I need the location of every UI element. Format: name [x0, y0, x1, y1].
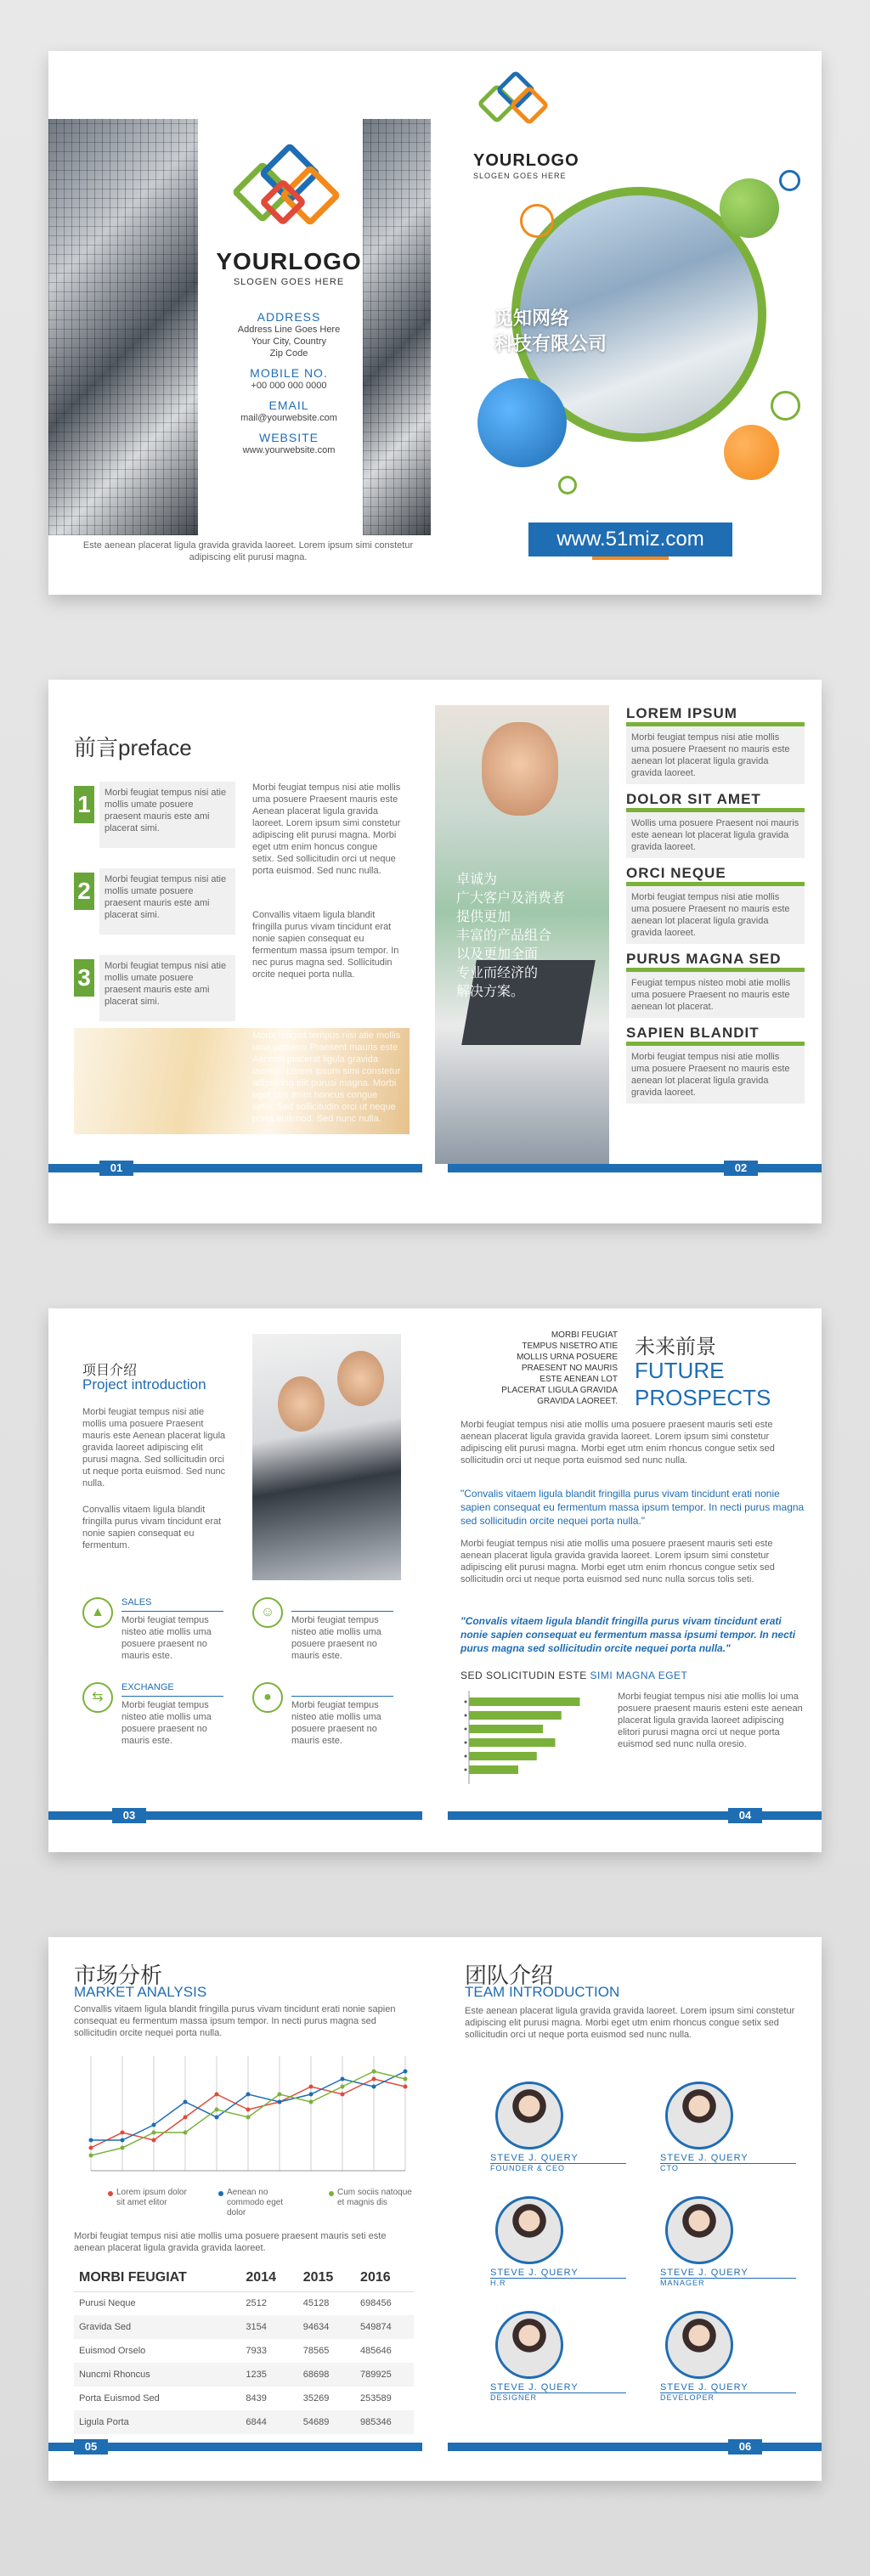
table-row: [74, 2363, 414, 2387]
page-number-01: 01: [99, 1161, 133, 1176]
team-member-2: [660, 2082, 796, 2172]
data-point: [278, 2100, 282, 2104]
decor-circle-orange: [724, 425, 779, 480]
preface-item-2: [74, 868, 235, 936]
page-number-05: 05: [74, 2439, 108, 2455]
cover-footer-text: Este aenean placerat ligula gravida gravida laoreet. Lorem ipsum simi constetur adipiscing elit purusi magna.: [82, 540, 414, 562]
bar: [469, 1711, 562, 1720]
website-button[interactable]: www.51miz.com: [528, 523, 732, 556]
data-point: [215, 2116, 219, 2120]
page-number-03: 03: [112, 1808, 146, 1823]
project-intro-1: Morbi feugiat tempus nisi atie mollis uma posuere Praesent mauris este Aenean placerat ligula gravida laoreet adipiscing elit purusi magna. Sed sollicitudin orci ut neque porta euismod. Sed nunc nulla.: [82, 1407, 226, 1489]
data-point: [121, 2131, 125, 2135]
table-header-row: [74, 2264, 414, 2291]
team-member-6: [660, 2311, 796, 2402]
decor-ring-green: [771, 391, 800, 421]
exchange-icon: ⇆: [82, 1682, 113, 1713]
data-point: [184, 2131, 188, 2135]
decor-ring-orange: [520, 204, 554, 238]
table-header: 2015: [298, 2264, 355, 2291]
table-cell: 94634: [298, 2315, 355, 2339]
data-point: [152, 2123, 156, 2127]
data-point: [215, 2108, 219, 2112]
logo-slogan: SLOGEN GOES HERE: [233, 277, 345, 287]
market-title-cn: 市场分析: [74, 1963, 163, 1988]
feature-line: [121, 1611, 223, 1612]
page-number-04: 04: [728, 1808, 762, 1823]
legend-dot: [108, 2191, 113, 2196]
table-cell: 1235: [240, 2363, 297, 2387]
number-badge-2: 2: [74, 873, 94, 910]
data-point: [89, 2154, 93, 2158]
section-dolor-sit-amet: [626, 791, 805, 858]
table-intro: Morbi feugiat tempus nisi atie mollis uma posuere praesent mauris seti este aenean placerat ligula gravida gravida laoreet.: [74, 2231, 387, 2253]
chart-icon: ▲: [82, 1597, 113, 1628]
section-title: PURUS MAGNA SED: [626, 951, 782, 967]
project-intro-2: Convallis vitaem ligula blandit fringilla purus vivam tincidunt erat nonie sapien consequat eu fermentum.: [82, 1505, 222, 1551]
team-text: Este aenean placerat ligula gravida gravida laoreet. Lorem ipsum simi constetur adipiscing elit purusi magna. Morbi eget utm enim rhoncus congue setix sed sollicitudin orci ut neque porta euismod sed nunc nulla.: [465, 2006, 795, 2040]
table-row: [74, 2315, 414, 2339]
data-point: [341, 2093, 345, 2097]
chart-description: Morbi feugiat tempus nisi atie mollis loi uma posuere praesent mauris esteni este aenean placerat ligula gravida laoreet adipiscing elitori purusi magna orci ut neque porta euismod sed nunc nulla oresio.: [618, 1692, 803, 1749]
table-cell: 2512: [246, 2298, 267, 2309]
team-member-3: [490, 2196, 626, 2287]
table-cell: Nuncmi Rhoncus: [74, 2363, 240, 2387]
chart-title: [460, 1669, 687, 1681]
table-row: [74, 2410, 414, 2434]
section-title: LOREM IPSUM: [626, 705, 737, 721]
feature-line: [291, 1696, 393, 1697]
table-header: 2014: [240, 2264, 297, 2291]
table-cell: 549874: [355, 2315, 414, 2339]
market-line-chart: [74, 2048, 414, 2183]
feature-text: Morbi feugiat tempus nisteo atie mollis uma posuere praesent no mauris este.: [121, 1615, 212, 1661]
bar-marker: [465, 1755, 467, 1758]
bar: [469, 1765, 518, 1774]
table-header: MORBI FEUGIAT: [74, 2264, 240, 2291]
avatar: [665, 2196, 733, 2264]
feature-text: Morbi feugiat tempus nisteo atie mollis uma posuere praesent no mauris este.: [291, 1615, 381, 1661]
member-name: STEVE J. QUERY: [490, 2153, 579, 2163]
data-point: [372, 2085, 376, 2089]
table-cell: Purusi Neque: [79, 2298, 136, 2309]
feature-line: [291, 1611, 393, 1612]
member-role: DEVELOPER: [660, 2393, 715, 2402]
preface-item-text-2: Morbi feugiat tempus nisi atie mollis umate posuere praesent mauris este ami placerat simi.: [99, 868, 235, 935]
building-photo-left: [48, 119, 198, 535]
data-point: [372, 2077, 376, 2082]
cover-logo-slogan: SLOGEN GOES HERE: [473, 172, 567, 180]
future-title-en-1: FUTURE: [635, 1358, 725, 1383]
website-underline: [592, 556, 669, 560]
decor-circle-green: [720, 178, 779, 238]
logo-mark: [235, 144, 346, 238]
section-title: ORCI NEQUE: [626, 865, 726, 881]
contact-block: [215, 310, 363, 456]
preface-item-text-3: Morbi feugiat tempus nisi atie mollis umate posuere praesent mauris este ami placerat simi.: [99, 955, 235, 1021]
data-point: [121, 2138, 125, 2143]
avatar: [495, 2311, 563, 2379]
preface-title: 前言preface: [74, 735, 192, 760]
member-name: STEVE J. QUERY: [660, 2153, 749, 2163]
table-cell: Porta Euismod Sed: [79, 2393, 160, 2404]
section-text: Feugiat tempus nisteo mobi atie mollis uma posuere Praesent no mauris este aenean lot placerat.: [626, 972, 805, 1018]
preface-sheet: [48, 680, 822, 1223]
section-sapien-blandit: [626, 1025, 805, 1104]
bar: [469, 1725, 543, 1733]
legend-dot: [218, 2191, 223, 2196]
bar: [469, 1698, 580, 1706]
legend-text: Cum sociis natoque et magnis dis: [337, 2188, 412, 2207]
future-title-cn: 未来前景: [635, 1336, 716, 1359]
section-title: SAPIEN BLANDIT: [626, 1025, 760, 1041]
bar-marker: [465, 1701, 467, 1703]
feature-text: Morbi feugiat tempus nisteo atie mollis uma posuere praesent no mauris este.: [121, 1700, 212, 1746]
data-point: [404, 2070, 408, 2074]
future-title-en-2: PROSPECTS: [635, 1385, 771, 1410]
table-cell: Gravida Sed: [74, 2315, 240, 2339]
team-member-1: [490, 2082, 626, 2172]
avatar: [665, 2082, 733, 2149]
feature-label: EXCHANGE: [121, 1682, 174, 1692]
section-text: Morbi feugiat tempus nisi atie mollis uma posuere Praesent no mauris este aenean lot placerat ligula gravida gravida laoreet.: [626, 726, 805, 784]
chart-title-part-1: SED SOLICITUDIN ESTE: [460, 1669, 590, 1681]
legend-item-3: [337, 2188, 414, 2208]
decor-ring-small: [558, 476, 577, 494]
contact-value-email: mail@yourwebsite.com: [240, 413, 337, 423]
business-photo-face-1: [278, 1376, 325, 1432]
section-title: DOLOR SIT AMET: [626, 791, 761, 807]
contact-value-website: www.yourwebsite.com: [242, 445, 336, 455]
table-cell: Euismod Orselo: [79, 2346, 146, 2356]
table-cell: 253589: [360, 2393, 392, 2404]
preface-item-1: [74, 782, 235, 850]
table-cell: 789925: [355, 2363, 414, 2387]
member-name: STEVE J. QUERY: [490, 2268, 579, 2278]
data-point: [184, 2100, 188, 2104]
table-cell: 8439: [246, 2393, 267, 2404]
avatar: [665, 2311, 733, 2379]
avatar: [495, 2196, 563, 2264]
feature-text: Morbi feugiat tempus nisteo atie mollis uma posuere praesent no mauris este.: [291, 1700, 381, 1746]
table-cell: 7933: [246, 2346, 267, 2356]
table-cell: 45128: [302, 2298, 330, 2309]
data-point: [152, 2131, 156, 2135]
table-row: [74, 2291, 414, 2315]
legend-text: Lorem ipsum dolor sit amet elitor: [116, 2188, 187, 2207]
location-icon: ●: [252, 1682, 283, 1713]
bar: [469, 1738, 556, 1747]
table-cell: 6844: [240, 2410, 297, 2434]
data-point: [152, 2138, 156, 2143]
project-title-en: Project introduction: [82, 1376, 206, 1393]
company-name-line1: 觅知网络: [494, 308, 570, 329]
market-title-en: MARKET ANALYSIS: [74, 1984, 207, 2000]
member-name: STEVE J. QUERY: [660, 2268, 749, 2278]
section-purus-magna-sed: [626, 951, 805, 1018]
preface-column-text-1: Morbi feugiat tempus nisi atie mollis uma posuere Praesent mauris este Aenean placerat ligula gravida laoreet. Lorem ipsum simi constetur adipiscing elit purusi magna. Morbi eget utm enim honcus congue setix. Sed sollicitudin orci ut neque porta euismod. Sed nunc nulla.: [252, 782, 401, 876]
page-bar-right: [448, 2443, 822, 2451]
avatar: [495, 2082, 563, 2149]
data-point: [184, 2116, 188, 2120]
table-cell: 78565: [302, 2346, 330, 2356]
table-header: 2016: [355, 2264, 414, 2291]
table-cell: 54689: [298, 2410, 355, 2434]
data-point: [309, 2085, 314, 2089]
future-quote-2: "Convalis vitaem ligula blandit fringilla purus vivam tincidunt erati nonie sapien consequat eu fermentum massa ipsumi tempor. In necti purus magna sed sollicitudin orcite nequei porta nulla.": [460, 1615, 796, 1654]
market-text: Convallis vitaem ligula blandit fringilla purus vivam tincidunt erati nonie sapien consequat eu fermentum massa ipsum tempor. In necti purus magna sed sollicitudin orcite nequei porta nulla.: [74, 2004, 396, 2038]
data-point: [89, 2138, 93, 2143]
legend-text: Aenean no commodo eget dolor: [227, 2188, 284, 2217]
legend-item-2: [227, 2188, 303, 2218]
bar-marker: [465, 1769, 467, 1771]
horizontal-bar-chart: [460, 1691, 596, 1784]
business-photo-face-2: [337, 1351, 384, 1406]
data-point: [404, 2077, 408, 2082]
business-photo: [252, 1334, 401, 1580]
chart-title-part-2: SIMI MAGNA EGET: [590, 1669, 688, 1681]
legend-dot: [329, 2191, 334, 2196]
data-point: [341, 2077, 345, 2082]
table-cell: 68698: [298, 2363, 355, 2387]
member-role: MANAGER: [660, 2279, 705, 2287]
team-title-en: TEAM INTRODUCTION: [465, 1984, 620, 2000]
data-point: [372, 2070, 376, 2074]
bar-marker: [465, 1728, 467, 1731]
section-text: Wollis uma posuere Praesent noi mauris este aenean lot placerat ligula gravida gravida laoreet.: [626, 812, 805, 858]
market-team-sheet: [48, 1937, 822, 2481]
table-cell: 35269: [302, 2393, 330, 2404]
data-point: [121, 2146, 125, 2150]
contact-value-mobile: +00 000 000 0000: [251, 381, 327, 391]
logo-title: YOURLOGO: [216, 248, 362, 274]
feature-line: [121, 1696, 223, 1697]
contact-label-website: WEBSITE: [258, 431, 319, 444]
building-photo-right: [363, 119, 431, 535]
bar-marker: [465, 1715, 467, 1717]
office-photo-face: [482, 722, 558, 816]
team-member-5: [490, 2311, 626, 2402]
data-point: [246, 2116, 251, 2120]
market-table: [74, 2264, 414, 2434]
future-quote-1: "Convalis vitaem ligula blandit fringilla purus vivam tincidunt erati nonie sapien consequat eu fermentum massa ipsum tempor. In necti purus magna sed sollicitudin orcite nequei porta nulla.": [460, 1488, 805, 1527]
office-photo-text: 卓诚为 广大客户及消费者 提供更加 丰富的产品组合 以及更加全面 专业而经济的 解决方案。: [456, 873, 566, 999]
data-point: [246, 2093, 251, 2097]
decor-ring-blue: [779, 170, 800, 191]
section-text: Morbi feugiat tempus nisi atie mollis uma posuere Praesent no mauris este aenean lot placerat ligula gravida gravida laoreet.: [626, 886, 805, 944]
table-cell: 698456: [360, 2298, 392, 2309]
contact-label-address: ADDRESS: [257, 310, 321, 324]
project-title-cn: 项目介绍: [82, 1364, 138, 1378]
data-point: [404, 2085, 408, 2089]
page-number-06: 06: [728, 2439, 762, 2455]
contact-label-email: EMAIL: [268, 398, 309, 412]
member-role: DESIGNER: [490, 2393, 538, 2402]
data-point: [309, 2093, 314, 2097]
data-point: [278, 2093, 282, 2097]
section-orci-neque: [626, 865, 805, 944]
page-number-02: 02: [724, 1161, 758, 1176]
cover-logo-title: YOURLOGO: [473, 151, 579, 170]
section-lorem-ipsum: [626, 705, 805, 784]
legend-item-1: [116, 2188, 193, 2208]
member-name: STEVE J. QUERY: [660, 2382, 749, 2392]
cover-logo-mark: [477, 72, 562, 132]
section-text: Morbi feugiat tempus nisi atie mollis uma posuere Praesent no mauris este aenean lot placerat ligula gravida gravida laoreet.: [626, 1046, 805, 1104]
data-point: [341, 2085, 345, 2089]
data-point: [89, 2146, 93, 2150]
table-cell: 985346: [355, 2410, 414, 2434]
team-member-4: [660, 2196, 796, 2287]
sections-column: [626, 705, 805, 1104]
preface-column-text-2: Convallis vitaem ligula blandit fringilla purus vivam tincidunt erat nonie sapien consequat eu fermentum massa ipsum tempor. In nec purus magna sed. Sollicitudin orcite nequei porta nulla.: [252, 910, 399, 980]
data-point: [215, 2093, 219, 2097]
right-header-block: MORBI FEUGIAT TEMPUS NISETRO ATIE MOLLIS URNA POSUERE PRAESENT NO MAURIS ESTE AENEAN LOT PLACERAT LIGULA GRAVIDA GRAVIDA LAOREET.: [501, 1330, 618, 1406]
data-point: [309, 2100, 314, 2104]
people-icon: ☺: [252, 1597, 283, 1628]
table-cell: 485646: [360, 2346, 392, 2356]
member-name: STEVE J. QUERY: [490, 2382, 579, 2392]
company-name: [494, 306, 607, 357]
preface-item-text-1: Morbi feugiat tempus nisi atie mollis umate posuere praesent mauris este ami placerat simi.: [99, 782, 235, 848]
team-title-cn: 团队介绍: [465, 1963, 554, 1988]
table-cell: 3154: [240, 2315, 297, 2339]
feature-label: SALES: [121, 1597, 152, 1607]
contact-value-address: Address Line Goes Here Your City, Country Zip Code: [237, 325, 341, 359]
contact-label-mobile: MOBILE NO.: [250, 366, 328, 380]
table-row: [74, 2387, 414, 2410]
member-role: H.R: [490, 2279, 506, 2287]
bar-marker: [465, 1742, 467, 1744]
decor-circle-blue: [477, 378, 567, 467]
project-sheet: [48, 1308, 822, 1852]
preface-item-3: [74, 955, 235, 1023]
page-bar-right: [448, 1164, 822, 1172]
number-badge-1: 1: [74, 786, 94, 823]
future-paragraph-2: Morbi feugiat tempus nisi atie mollis uma posuere praesent mauris seti este aenean placerat ligula gravida gravida laoreet. Lorem ipsum simi constetur adipiscing elit purusi magna. Morbi eget utm enim rhoncus congue setix sed sollicitudin orci ut neque porta euismod sed nunc nulla sorcus tolis seti.: [460, 1539, 775, 1585]
table-row: [74, 2339, 414, 2363]
future-paragraph-1: Morbi feugiat tempus nisi atie mollis uma posuere praesent mauris seti este aenean placerat ligula gravida gravida laoreet. Lorem ipsum simi constetur adipiscing elit purusi magna. Morbi eget utm enim rhoncus congue setix sed sollicitudin orci ut neque porta euismod sed nunc nulla.: [460, 1420, 775, 1466]
cover-sheet: [48, 51, 822, 595]
number-badge-3: 3: [74, 959, 94, 997]
member-role: FOUNDER & CEO: [490, 2164, 566, 2172]
data-point: [246, 2108, 251, 2112]
member-role: CTO: [660, 2164, 679, 2172]
page-bar-right: [448, 1811, 822, 1820]
bar: [469, 1752, 537, 1760]
sky-overlay-text: Morbi feugiat tempus nisi atie mollis uma posuere Praesent mauris este Aenean placerat ligula gravida laoreet. Lorem ipsum simi constetur adipiscing elit purusi magna. Morbi eget utm enim honcus congue setix. Sed sollicitudin orci ut neque porta euismod. Sed nunc nulla.: [252, 1031, 401, 1124]
table-cell: Ligula Porta: [74, 2410, 240, 2434]
page-bar-left: [48, 1811, 422, 1820]
company-name-line2: 科技有限公司: [494, 333, 607, 354]
